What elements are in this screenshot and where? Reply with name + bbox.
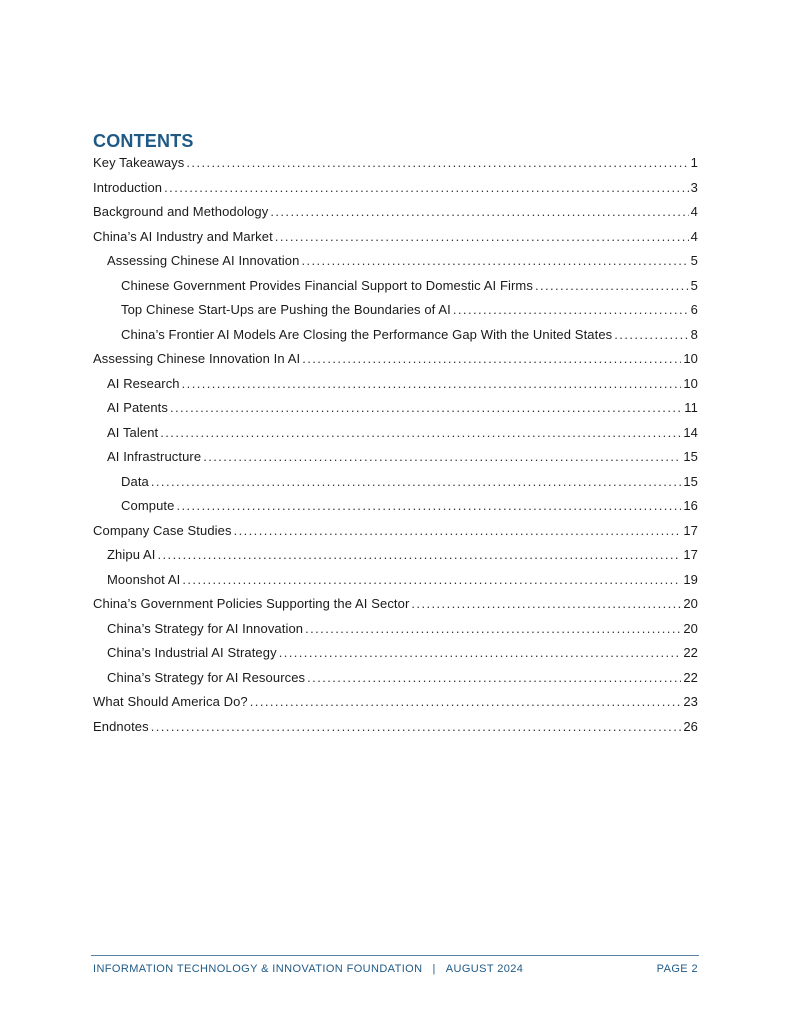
toc-entry[interactable] [93,200,698,225]
toc-entry-title: China’s Frontier AI Models Are Closing the Performance Gap With the United States [121,326,613,342]
toc-dot-leader [151,470,681,495]
toc-dot-leader [203,445,681,470]
toc-dot-leader [160,421,681,446]
toc-entry[interactable] [93,298,698,323]
toc-entry-page: 26 [683,718,698,734]
toc-entry-title: AI Patents [107,400,168,415]
table-of-contents [93,151,698,739]
footer-divider [91,955,699,956]
toc-entry[interactable] [93,249,698,274]
toc-entry[interactable] [93,176,698,201]
toc-entry-title: Key Takeaways [93,155,185,170]
toc-dot-leader [535,274,689,299]
toc-entry-page: 5 [690,253,698,268]
toc-entry-title: Assessing Chinese AI Innovation [107,253,300,268]
toc-dot-leader [164,176,689,201]
toc-dot-leader [307,666,681,691]
toc-entry[interactable] [93,617,698,642]
toc-entry[interactable] [93,151,698,176]
toc-entry[interactable] [93,666,698,691]
toc-dot-leader [614,323,688,348]
toc-dot-leader [170,396,682,421]
toc-dot-leader [176,494,681,519]
page-title: CONTENTS [93,131,194,151]
footer-organization: INFORMATION TECHNOLOGY & INNOVATION FOUNDATION [93,963,423,975]
toc-dot-leader [279,641,682,666]
toc-dot-leader [275,225,689,250]
footer-page-number: PAGE 2 [656,963,698,975]
toc-entry-page: 15 [683,473,698,489]
toc-entry-title: Chinese Government Provides Financial Support to Domestic AI Firms [121,277,533,293]
toc-entry-page: 17 [683,547,698,562]
toc-entry-title: China’s Government Policies Supporting the AI Sector [93,596,410,611]
toc-entry[interactable] [93,347,698,372]
toc-entry-page: 11 [684,400,698,415]
toc-entry-title: Introduction [93,179,163,195]
toc-entry[interactable] [93,494,698,519]
toc-dot-leader [301,249,688,274]
toc-dot-leader [270,200,688,225]
toc-entry-title: Top Chinese Start-Ups are Pushing the Boundaries of AI [121,302,451,317]
toc-entry[interactable] [93,519,698,544]
toc-entry-title: China’s Industrial AI Strategy [107,645,277,660]
toc-dot-leader [305,617,681,642]
toc-entry-page: 19 [683,571,698,587]
toc-entry-page: 16 [683,498,698,513]
toc-entry[interactable] [93,568,698,593]
toc-entry-page: 20 [683,596,698,611]
toc-entry-page: 10 [683,375,698,391]
toc-entry[interactable] [93,715,698,740]
toc-entry[interactable] [93,396,698,421]
toc-entry[interactable] [93,470,698,495]
toc-entry-title: Background and Methodology [93,204,269,219]
footer-date: AUGUST 2024 [445,963,524,975]
toc-entry-title: China’s Strategy for AI Resources [107,669,306,685]
toc-dot-leader [411,592,681,617]
footer-separator: | [432,963,436,975]
toc-entry-page: 20 [683,620,698,636]
toc-entry-title: Company Case Studies [93,522,232,538]
toc-entry-page: 3 [690,179,698,195]
toc-entry-title: Moonshot AI [107,571,181,587]
toc-dot-leader [182,372,682,397]
footer-left [93,963,523,975]
toc-entry[interactable] [93,274,698,299]
toc-dot-leader [453,298,689,323]
toc-entry-title: AI Infrastructure [107,449,202,464]
toc-entry[interactable] [93,225,698,250]
toc-entry-page: 6 [690,302,698,317]
toc-entry[interactable] [93,323,698,348]
toc-entry[interactable] [93,445,698,470]
toc-entry-page: 15 [683,449,698,464]
page-footer [93,963,698,975]
toc-entry-title: China’s AI Industry and Market [93,228,273,244]
toc-entry-title: Data [121,473,149,489]
toc-entry-title: Zhipu AI [107,547,156,562]
toc-entry-page: 14 [683,424,698,440]
toc-entry-page: 1 [690,155,698,170]
toc-entry[interactable] [93,372,698,397]
toc-entry-page: 23 [683,694,698,709]
toc-dot-leader [302,347,681,372]
toc-entry-page: 8 [690,326,698,342]
toc-entry-page: 5 [690,277,698,293]
toc-entry-title: Assessing Chinese Innovation In AI [93,351,301,366]
toc-entry-title: AI Talent [107,424,159,440]
toc-dot-leader [234,519,682,544]
toc-dot-leader [158,543,682,568]
toc-dot-leader [186,151,688,176]
toc-entry[interactable] [93,641,698,666]
toc-entry-page: 22 [683,645,698,660]
toc-entry[interactable] [93,592,698,617]
toc-entry-title: Endnotes [93,718,149,734]
toc-entry-title: Compute [121,498,175,513]
toc-entry[interactable] [93,543,698,568]
toc-entry-title: What Should America Do? [93,694,248,709]
toc-entry-title: China’s Strategy for AI Innovation [107,620,304,636]
toc-dot-leader [151,715,682,740]
toc-entry-page: 17 [683,522,698,538]
toc-entry-page: 10 [683,351,698,366]
toc-entry-title: AI Research [107,375,180,391]
toc-entry-page: 4 [690,204,698,219]
toc-entry[interactable] [93,690,698,715]
toc-entry-page: 4 [690,228,698,244]
toc-dot-leader [182,568,681,593]
toc-entry[interactable] [93,421,698,446]
toc-dot-leader [250,690,682,715]
toc-entry-page: 22 [683,669,698,685]
